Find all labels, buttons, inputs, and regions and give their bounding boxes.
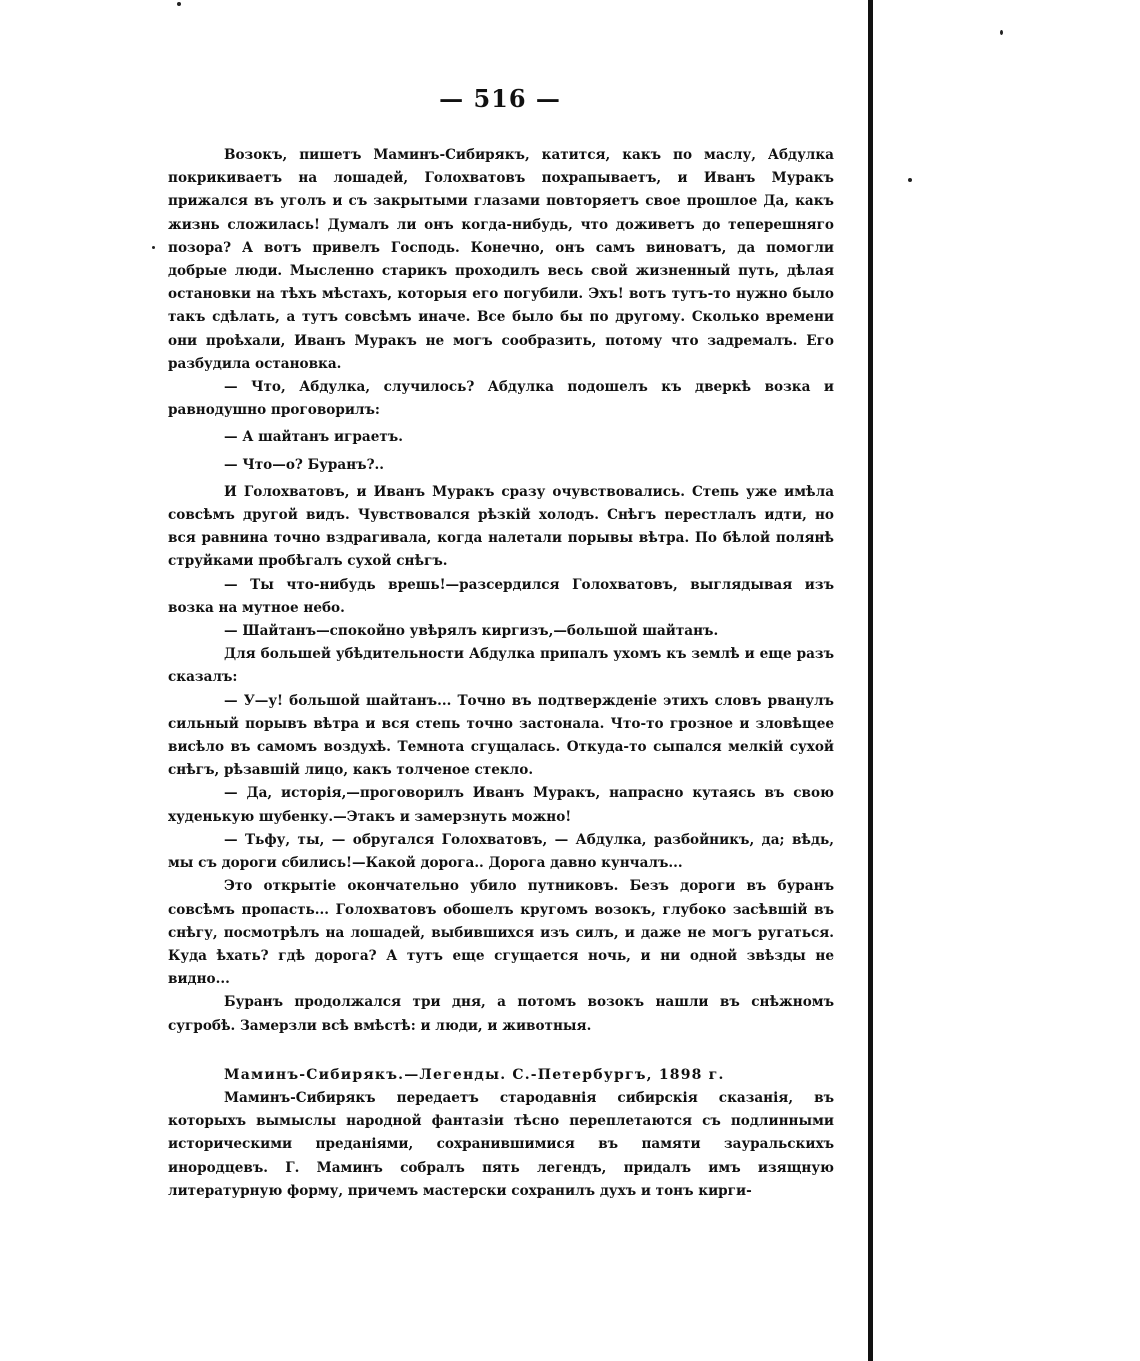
binding-edge-line xyxy=(868,0,873,1361)
paragraph-dialog: — Шайтанъ—спокойно увѣрялъ киргизъ,—большой шайтанъ. xyxy=(224,623,719,640)
page-number: — 516 — xyxy=(439,84,561,113)
paragraph-narrative: Для большей убѣдительности Абдулка припалъ ухомъ къ землѣ и еще разъ сказалъ: xyxy=(168,646,834,686)
paragraph-narrative: И Голохватовъ, и Иванъ Муракъ сразу очувствовались. Степь уже имѣла совсѣмъ другой видъ. Чувствовался рѣзкій холодъ. Снѣгъ перестлалъ идти, но вся равнина точно вздрагивала, когда налетали порывы вѣтра. По бѣлой полянѣ струйками пробѣгалъ сухой снѣгъ. xyxy=(168,483,834,570)
scan-speck xyxy=(1000,30,1003,35)
paragraph-dialog: — Да, исторія,—проговорилъ Иванъ Муракъ, напрасно кутаясь въ свою худенькую шубенку.—Этакъ и замерзнуть можно! xyxy=(168,785,834,825)
scan-speck xyxy=(177,2,181,6)
paragraph-narrative: Буранъ продолжался три дня, а потомъ возокъ нашли въ снѣжномъ сугробѣ. Замерзли всѣ вмѣстѣ: и люди, и животныя. xyxy=(168,994,834,1034)
paragraph-narrative: Возокъ, пишетъ Маминъ-Сибирякъ, катится, какъ по маслу, Абдулка покрикиваетъ на лошадей, Голохватовъ похрапываетъ, и Иванъ Муракъ прижался въ уголъ и съ закрытыми глазами повторяетъ свое прошлое Да, какъ жизнь сложилась! Думалъ ли онъ когда-нибудь, что доживетъ до теперешняго позора? А вотъ привелъ Господь. Конечно, онъ самъ виноватъ, да помогли добрые люди. Мысленно старикъ проходилъ весь свой жизненный путь, дѣлая остановки на тѣхъ мѣстахъ, которыя его погубили. Эхъ! вотъ тутъ-то нужно было такъ сдѣлать, а тутъ совсѣмъ иначе. Все было бы по другому. Сколько времени они проѣхали, Иванъ Муракъ не могъ сообразить, потому что задремалъ. Его разбудила остановка. xyxy=(168,147,834,372)
paragraph-dialog: — Что—о? Буранъ?.. xyxy=(224,456,385,473)
paragraph-dialog: — Что, Абдулка, случилось? Абдулка подошелъ къ дверкѣ возка и равнодушно проговорилъ: xyxy=(168,379,834,419)
review-heading: Маминъ-Сибирякъ.—Легенды. С.-Петербургъ, 1898 г. xyxy=(224,1066,725,1083)
scan-speck xyxy=(152,246,155,249)
paragraph-narrative: Это открытіе окончательно убило путниковъ. Безъ дороги въ буранъ совсѣмъ пропасть... Голохватовъ обошелъ кругомъ возокъ, глубоко засѣвшій въ снѣгу, посмотрѣлъ на лошадей, выбившихся изъ силъ, и даже не могъ ругаться. Куда ѣхать? гдѣ дорога? А тутъ еще сгущается ночь, и ни одной звѣзды не видно... xyxy=(168,878,834,988)
article-body xyxy=(168,144,834,1203)
paragraph-dialog: — Ты что-нибудь врешь!—разсердился Голохватовъ, выглядывая изъ возка на мутное небо. xyxy=(168,576,834,616)
paragraph-dialog: — У—у! большой шайтанъ... Точно въ подтвержденіе этихъ словъ рванулъ сильный порывъ вѣтра и вся степь точно застонала. Что-то грозное и зловѣщее висѣло въ самомъ воздухѣ. Темнота сгущалась. Откуда-то сыпался мелкій сухой снѣгъ, рѣзавшій лицо, какъ толченое стекло. xyxy=(168,692,834,779)
scan-speck xyxy=(908,178,912,182)
paragraph-dialog: — Тьфу, ты, — обругался Голохватовъ, — Абдулка, разбойникъ, да; вѣдь, мы съ дороги сбились!—Какой дорога.. Дорога давно кунчалъ... xyxy=(168,831,834,872)
paragraph-dialog: — А шайтанъ играетъ. xyxy=(224,429,403,446)
review-paragraph: Маминъ-Сибирякъ передаетъ стародавнія сибирскія сказанія, въ которыхъ вымыслы народной фантазіи тѣсно переплетаются съ подлинными историческими преданіями, сохранившимися въ памяти зауральскихъ инородцевъ. Г. Маминъ собралъ пять легендъ, придалъ имъ изящную литературную форму, причемъ мастерски сохранилъ духъ и тонъ кирги- xyxy=(168,1089,834,1199)
